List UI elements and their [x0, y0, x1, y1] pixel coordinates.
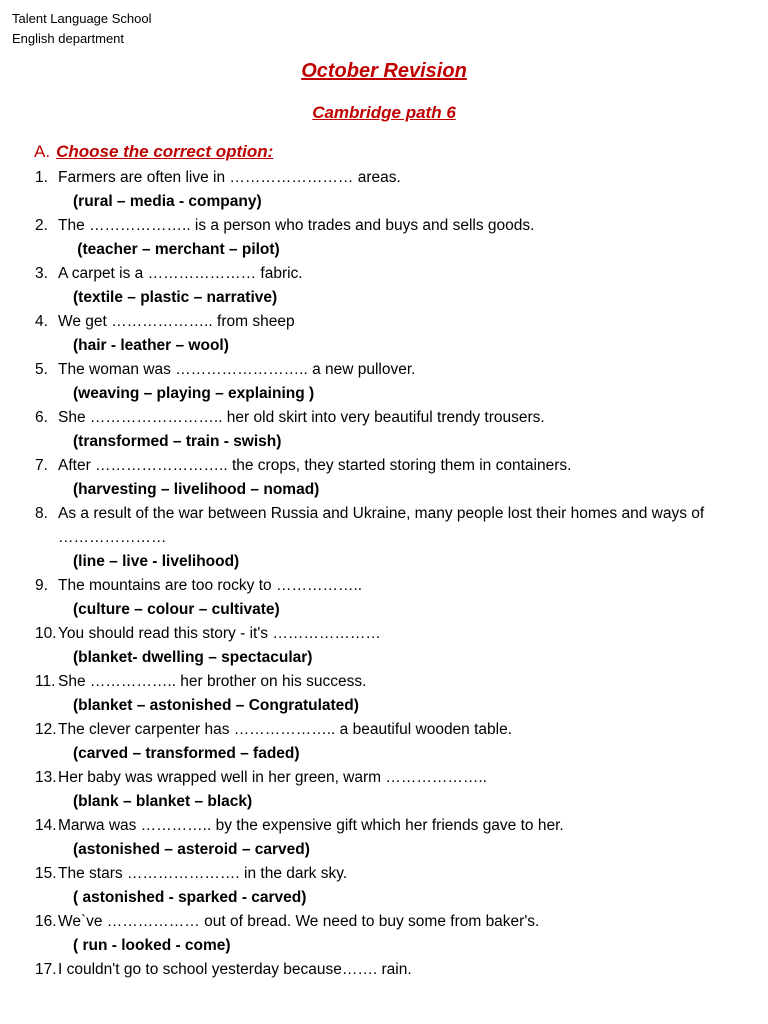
- question-text: A carpet is a ………………… fabric.: [58, 265, 303, 282]
- question-text: You should read this story - it's …………………: [58, 625, 381, 642]
- question-item: [0, 262, 768, 286]
- question-item: [0, 166, 768, 190]
- question-item: [0, 310, 768, 334]
- question-number: 10.: [35, 625, 57, 642]
- question-number: 14.: [35, 817, 57, 834]
- question-text: Farmers are often live in …………………… areas.: [58, 169, 401, 186]
- question-number: 17.: [35, 961, 57, 978]
- answer-options: [0, 238, 768, 262]
- answer-options-text: (carved – transformed – faded): [73, 745, 300, 762]
- question-item: [0, 454, 768, 478]
- answer-options: [0, 286, 768, 310]
- question-number: 13.: [35, 769, 57, 786]
- answer-options: [0, 550, 768, 574]
- answer-options: [0, 430, 768, 454]
- question-item: [0, 910, 768, 934]
- question-number: 15.: [35, 865, 57, 882]
- answer-options-text: (line – live - livelihood): [73, 553, 240, 570]
- question-text: The woman was …………………….. a new pullover.: [58, 361, 416, 378]
- answer-options: [0, 190, 768, 214]
- answer-options-text: (culture – colour – cultivate): [73, 601, 280, 618]
- answer-options-text: (weaving – playing – explaining ): [73, 385, 315, 402]
- question-number: 7.: [35, 457, 48, 474]
- question-continuation: [0, 526, 768, 550]
- question-number: 2.: [35, 217, 48, 234]
- question-item: [0, 214, 768, 238]
- question-text: The stars …………………. in the dark sky.: [58, 865, 348, 882]
- question-item: [0, 574, 768, 598]
- question-item: [0, 670, 768, 694]
- answer-options-text: (transformed – train - swish): [73, 433, 282, 450]
- question-text: She …………….. her brother on his success.: [58, 673, 367, 690]
- answer-options-text: (blank – blanket – black): [73, 793, 253, 810]
- question-item: [0, 766, 768, 790]
- question-number: 4.: [35, 313, 48, 330]
- answer-options-text: (textile – plastic – narrative): [73, 289, 278, 306]
- section-heading-text: Choose the correct option:: [56, 142, 274, 161]
- answer-options: [0, 478, 768, 502]
- answer-options: [0, 790, 768, 814]
- question-number: 11.: [35, 673, 56, 690]
- section-letter: A.: [34, 142, 51, 161]
- answer-options-text: (teacher – merchant – pilot): [73, 241, 280, 258]
- answer-options: [0, 886, 768, 910]
- page-subtitle: Cambridge path 6: [312, 103, 456, 122]
- question-text: As a result of the war between Russia and Ukraine, many people lost their homes and ways of: [58, 505, 705, 522]
- question-text: I couldn't go to school yesterday because……. rain.: [58, 961, 412, 978]
- question-item: [0, 814, 768, 838]
- question-number: 8.: [35, 505, 48, 522]
- question-text: The ……………….. is a person who trades and buys and sells goods.: [58, 217, 535, 234]
- question-text: The mountains are too rocky to ……………..: [58, 577, 363, 594]
- question-text: Her baby was wrapped well in her green, warm ………………..: [58, 769, 487, 786]
- question-continuation-text: …………………: [58, 529, 167, 546]
- question-number: 12.: [35, 721, 57, 738]
- question-number: 6.: [35, 409, 48, 426]
- question-number: 16.: [35, 913, 57, 930]
- answer-options-text: ( astonished - sparked - carved): [73, 889, 307, 906]
- question-item: [0, 862, 768, 886]
- question-text: We get ……………….. from sheep: [58, 313, 295, 330]
- answer-options: [0, 334, 768, 358]
- question-item: [0, 718, 768, 742]
- question-item: [0, 958, 768, 982]
- answer-options: [0, 838, 768, 862]
- answer-options-text: (hair - leather – wool): [73, 337, 229, 354]
- question-item: [0, 502, 768, 526]
- section-a-heading: [34, 141, 273, 163]
- answer-options-text: (rural – media - company): [73, 193, 262, 210]
- question-text: We`ve ……………… out of bread. We need to buy some from baker's.: [58, 913, 540, 930]
- question-text: She …………………….. her old skirt into very beautiful trendy trousers.: [58, 409, 545, 426]
- answer-options: [0, 694, 768, 718]
- answer-options-text: ( run - looked - come): [73, 937, 231, 954]
- school-name: Talent Language School: [12, 11, 152, 26]
- question-number: 5.: [35, 361, 48, 378]
- page-title: October Revision: [301, 60, 467, 82]
- question-text: Marwa was ………….. by the expensive gift which her friends gave to her.: [58, 817, 564, 834]
- answer-options: [0, 646, 768, 670]
- question-number: 3.: [35, 265, 48, 282]
- question-item: [0, 358, 768, 382]
- question-list: [0, 166, 768, 982]
- answer-options: [0, 934, 768, 958]
- question-number: 9.: [35, 577, 48, 594]
- answer-options-text: (harvesting – livelihood – nomad): [73, 481, 320, 498]
- question-text: The clever carpenter has ……………….. a beautiful wooden table.: [58, 721, 513, 738]
- question-number: 1.: [35, 169, 48, 186]
- question-item: [0, 622, 768, 646]
- department-name: English department: [12, 31, 125, 46]
- question-item: [0, 406, 768, 430]
- answer-options-text: (blanket- dwelling – spectacular): [73, 649, 313, 666]
- answer-options-text: (astonished – asteroid – carved): [73, 841, 310, 858]
- answer-options: [0, 742, 768, 766]
- answer-options-text: (blanket – astonished – Congratulated): [73, 697, 359, 714]
- answer-options: [0, 382, 768, 406]
- question-text: After …………………….. the crops, they started storing them in containers.: [58, 457, 572, 474]
- answer-options: [0, 598, 768, 622]
